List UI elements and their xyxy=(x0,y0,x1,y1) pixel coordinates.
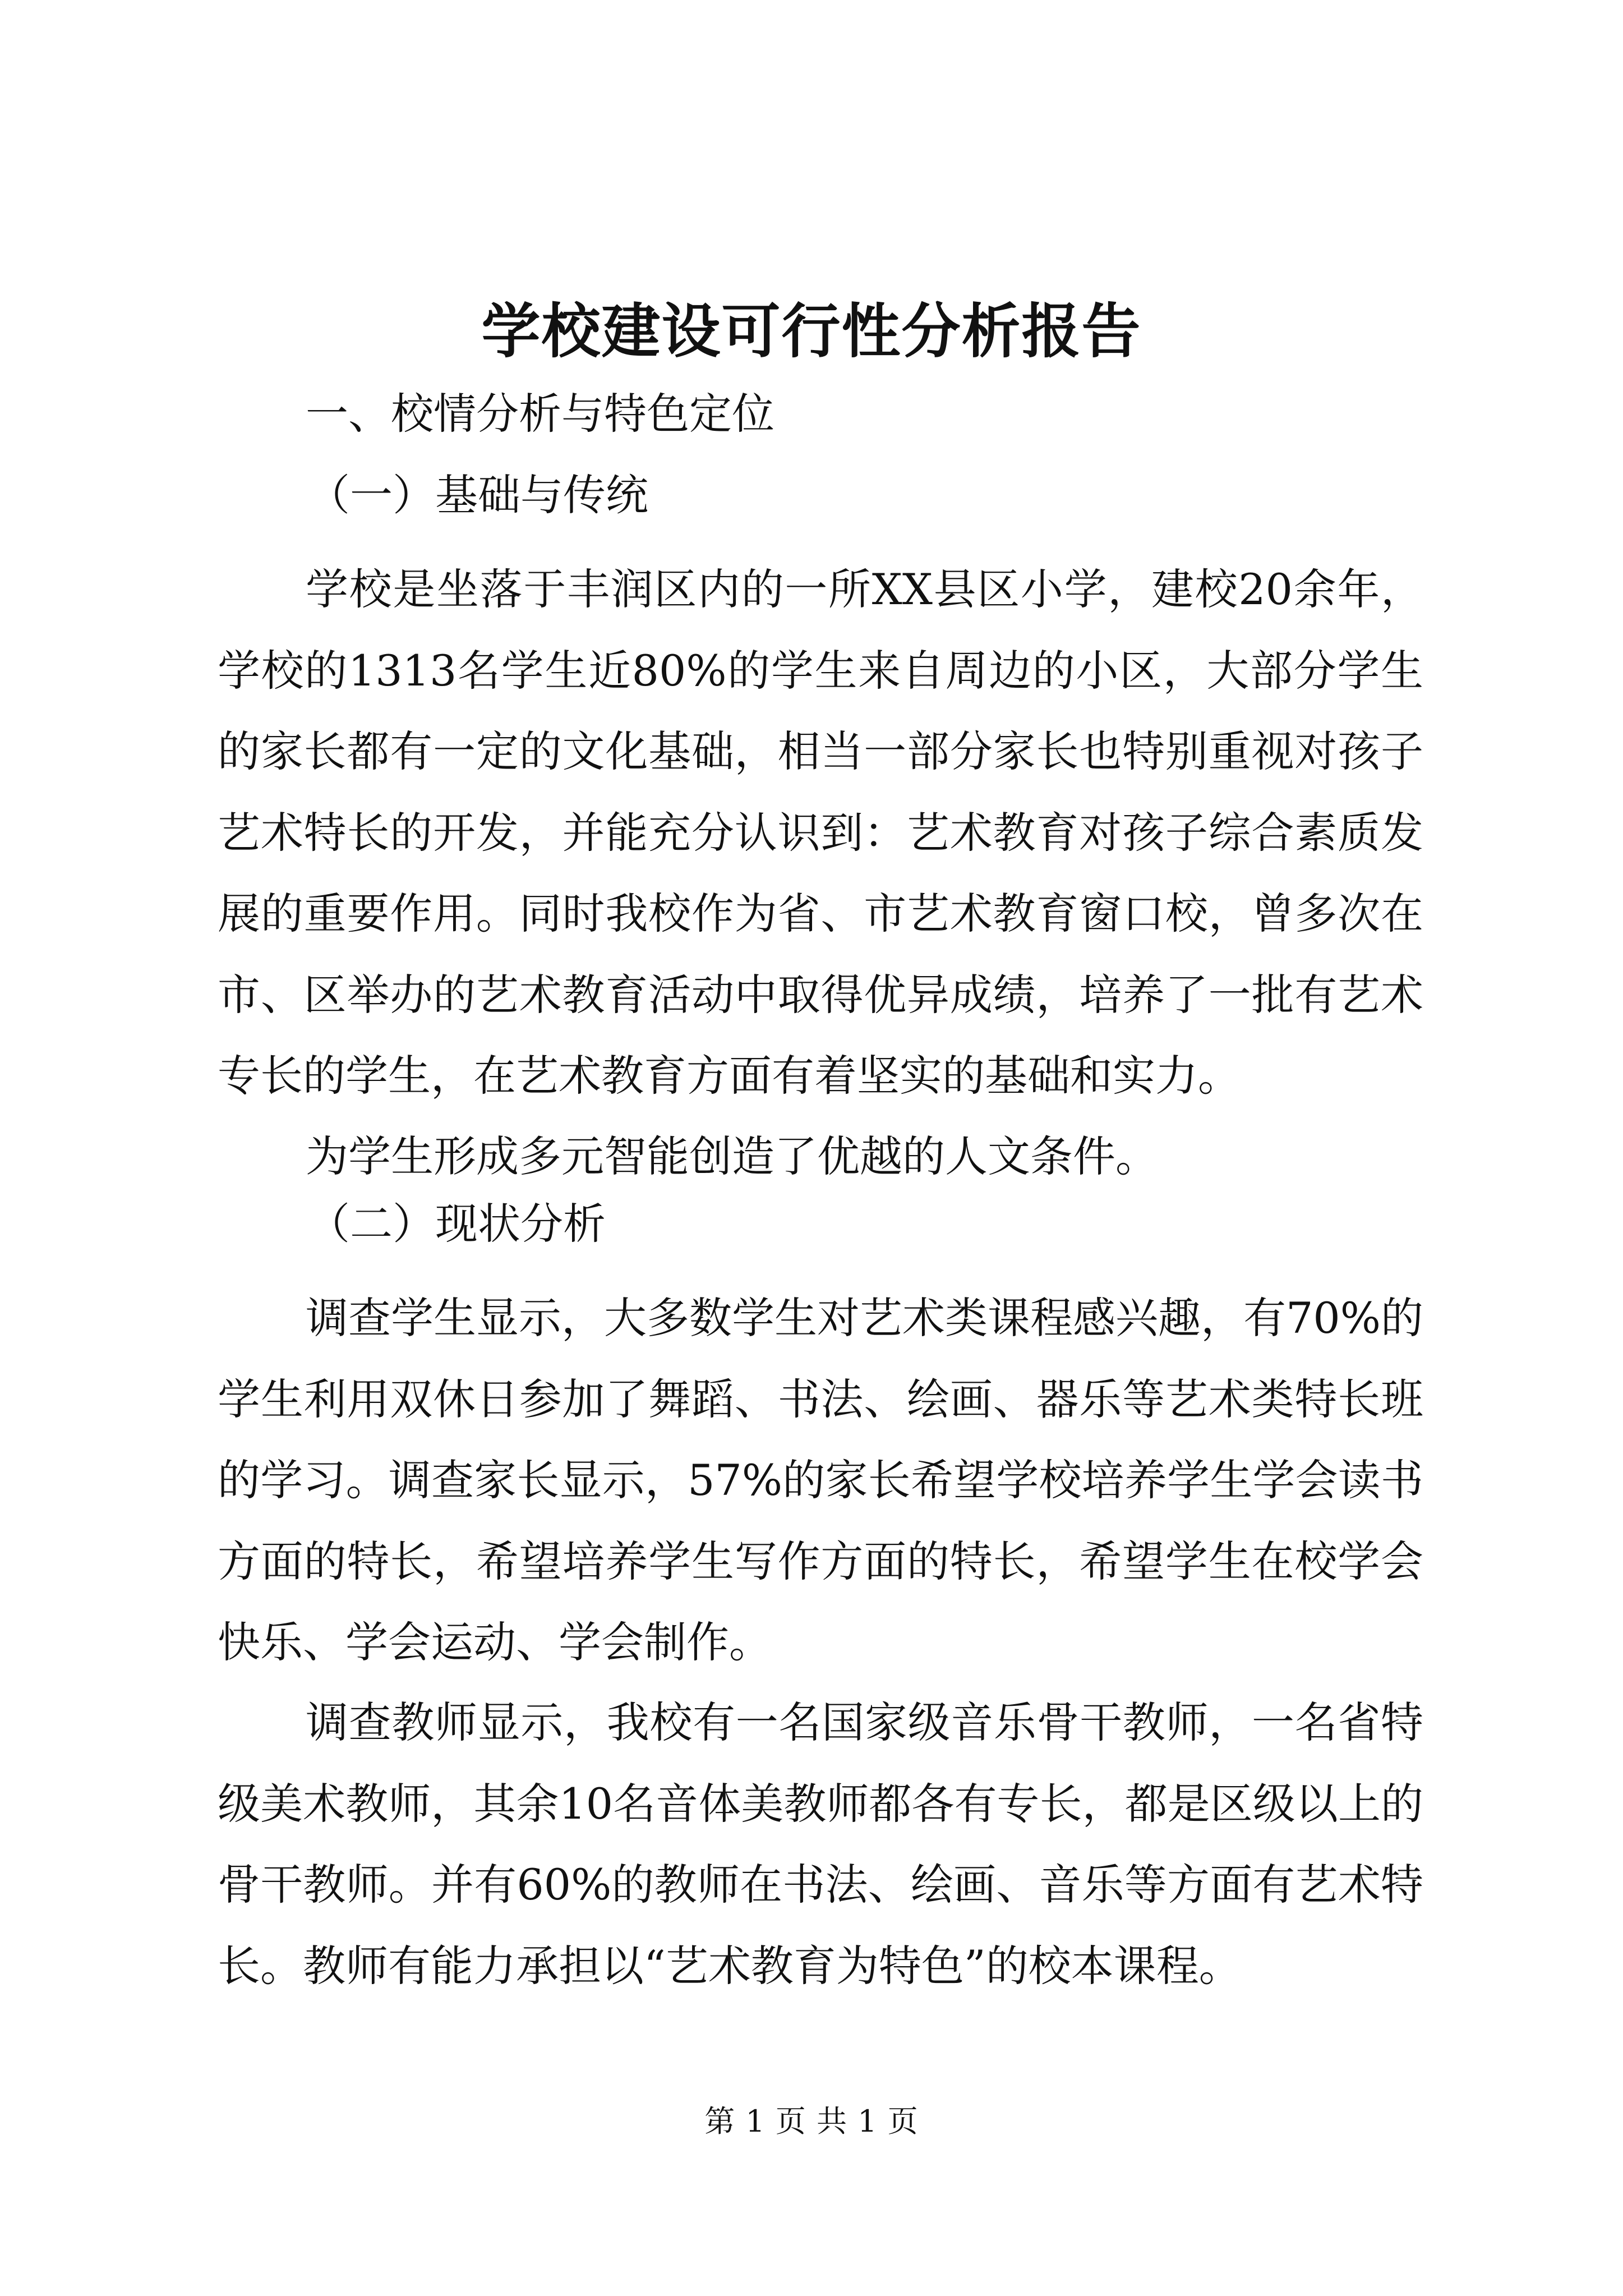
section-heading: 一、校情分析与特色定位 xyxy=(306,389,774,439)
paragraph-basis: 学校是坐落于丰润区内的一所XX县区小学，建校20余年，学校的1313名学生近80%的学生来自周边的小区，大部分学生的家长都有一定的文化基础，相当一部分家长也特别重视对孩子艺术特长的开发，并能充分认识到：艺术教育对孩子综合素质发展的重要作用。同时我校作为省、市艺术教育窗口校，曾多次在市、区举办的艺术教育活动中取得优异成绩，培养了一批有艺术专长的学生，在艺术教育方面有着坚实的基础和实力。 xyxy=(218,564,1423,1101)
subsection-heading-status: （二）现状分析 xyxy=(307,1199,606,1249)
subsection-heading-basis: （一）基础与传统 xyxy=(307,470,648,520)
paragraph-survey-students-parents: 调查学生显示，大多数学生对艺术类课程感兴趣，有70%的学生利用双休日参加了舞蹈、书法、绘画、器乐等艺术类特长班的学习。调查家长显示，57%的家长希望学校培养学生学会读书方面的特长，希望培养学生写作方面的特长，希望学生在校学会快乐、学会运动、学会制作。 xyxy=(218,1293,1423,1667)
paragraph-conditions: 为学生形成多元智能创造了优越的人文条件。 xyxy=(306,1131,1158,1181)
paragraph-survey-teachers: 调查教师显示，我校有一名国家级音乐骨干教师，一名省特级美术教师，其余10名音体美教师都各有专长，都是区级以上的骨干教师。并有60%的教师在书法、绘画、音乐等方面有艺术特长。教师有能力承担以“艺术教育为特色”的校本课程。 xyxy=(218,1697,1423,1991)
document-title: 学校建设可行性分析报告 xyxy=(481,296,1142,366)
page-number-footer: 第 1 页 共 1 页 xyxy=(704,2104,919,2139)
